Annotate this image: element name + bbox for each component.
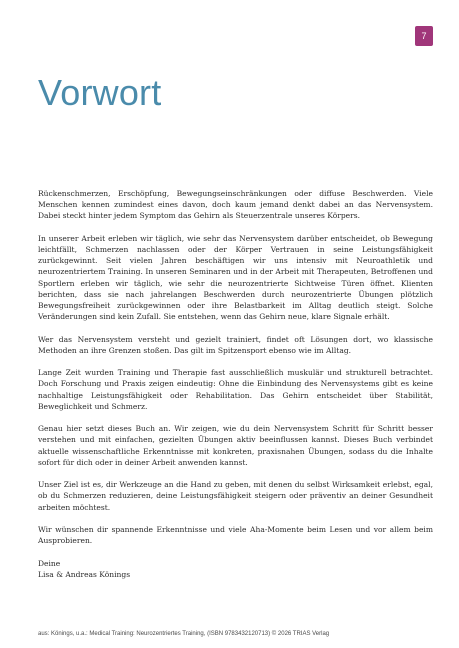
chapter-title: Vorwort — [38, 72, 162, 113]
signoff — [38, 558, 433, 580]
paragraph-2: In unserer Arbeit erleben wir täglich, wie sehr das Nervensystem darüber entscheidet, ob Bewegung leichtfällt, Schmerzen nachlassen oder der Körper Vertrauen in seine Leistungsfähigkeit zurückgewinnt. Seit vielen Jahren beschäftigen wir uns intensiv mit Neuroathletik und neurozentriertem Training. In unseren Seminaren und in der Arbeit mit Therapeuten, Betroffenen und Sportlern erleben wir täglich, wie sehr die neurozentrierte Sichtweise Türen öffnet. Klienten berichten, dass sie nach jahrelangen Beschwerden durch neurozentrierte Übungen plötzlich Bewegungsfreiheit zurückgewinnen oder ihre Belastbarkeit im Alltag deutlich steigt. Solche Veränderungen sind kein Zufall. Sie entstehen, wenn das Gehirn neue, klare Signale erhält. — [38, 233, 433, 322]
body-text — [38, 188, 433, 580]
paragraph-4: Lange Zeit wurden Training und Therapie fast ausschließlich muskulär und strukturell betrachtet. Doch Forschung und Praxis zeigen eindeutig: Ohne die Einbindung des Nervensystems gibt es keine nachhaltige Leistungsfähigkeit oder Rehabilitation. Das Gehirn entscheidet über Stabilität, Beweglichkeit und Schmerz. — [38, 368, 433, 411]
page-number: 7 — [421, 31, 427, 41]
signoff-authors: Lisa & Andreas Könings — [38, 569, 131, 579]
paragraph-6: Unser Ziel ist es, dir Werkzeuge an die Hand zu geben, mit denen du selbst Wirksamkeit erlebst, egal, ob du Schmerzen reduzieren, deine Leistungsfähigkeit steigern oder präventiv an deiner Gesundheit arbeiten möchtest. — [38, 480, 433, 512]
paragraph-7: Wir wünschen dir spannende Erkenntnisse und viele Aha-Momente beim Lesen und vor allem beim Ausprobieren. — [38, 525, 433, 546]
paragraph-5: Genau hier setzt dieses Buch an. Wir zeigen, wie du dein Nervensystem Schritt für Schritt besser verstehen und mit einfachen, gezielten Übungen aktiv beeinflussen kannst. Dieses Buch verbindet aktuelle wissenschaftliche Erkenntnisse mit konkreten, praxisnahen Übungen, sodass du die Inhalte sofort für dich oder in deiner Arbeit anwenden kannst. — [38, 424, 433, 467]
page-number-badge — [415, 26, 433, 46]
signoff-greeting: Deine — [38, 558, 61, 568]
paragraph-3: Wer das Nervensystem versteht und gezielt trainiert, findet oft Lösungen dort, wo klassische Methoden an ihre Grenzen stoßen. Das gilt im Spitzensport ebenso wie im Alltag. — [38, 334, 433, 355]
paragraph-1: Rückenschmerzen, Erschöpfung, Bewegungseinschränkungen oder diffuse Beschwerden. Viele Menschen kennen zumindest eines davon, doch kaum jemand denkt dabei an das Nervensystem. Dabei steckt hinter jedem Symptom das Gehirn als Steuerzentrale unseres Körpers. — [38, 189, 433, 221]
footer-citation: aus: Könings, u.a.: Medical Training: Neurozentriertes Training, (ISBN 9783432120713) © 2026 TRIAS Verlag — [38, 631, 330, 637]
